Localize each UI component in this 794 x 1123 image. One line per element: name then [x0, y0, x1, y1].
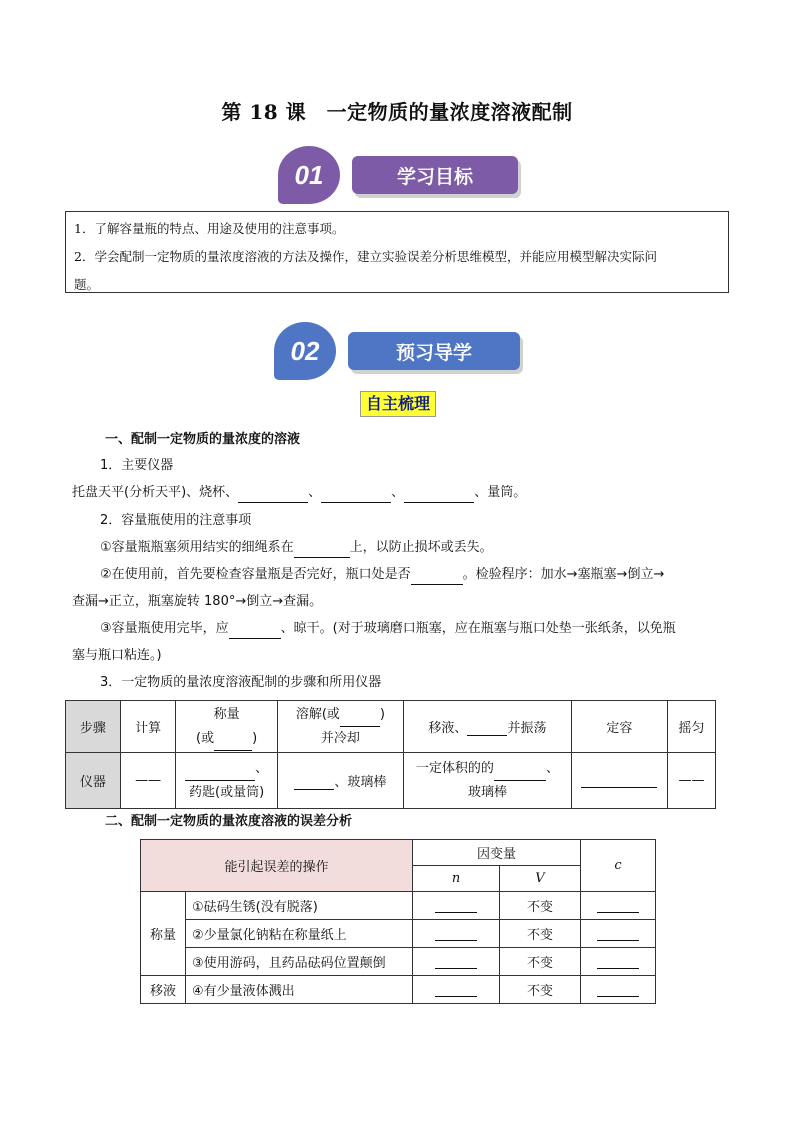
group-weigh: 称量	[141, 892, 186, 976]
answer-blank[interactable]	[597, 926, 639, 941]
answer-blank[interactable]	[185, 766, 255, 781]
cell-v: 不变	[500, 892, 581, 920]
answer-blank[interactable]	[597, 898, 639, 913]
answer-blank[interactable]	[340, 712, 380, 727]
cell-n	[413, 948, 500, 976]
header-variable: 因变量	[413, 840, 581, 866]
error-analysis-table	[140, 839, 656, 1004]
answer-blank[interactable]	[597, 954, 639, 969]
self-study-tag: 自主梳理	[360, 391, 436, 417]
goal-2-line-2: 题。	[74, 277, 100, 292]
steps-table	[65, 700, 716, 809]
cell-dissolve	[277, 753, 403, 809]
operation-4: ④有少量液体溅出	[186, 976, 413, 1004]
answer-blank[interactable]	[581, 773, 657, 788]
cell-shake: ——	[667, 753, 715, 809]
instrument-list-end: 、量筒。	[474, 485, 527, 500]
text: 。检验程序：加水→塞瓶塞→倒立→	[462, 567, 665, 582]
cell-c	[581, 920, 656, 948]
text: 药匙(或量筒)	[189, 784, 265, 800]
point-2-title: 2．容量瓶使用的注意事项	[100, 513, 252, 528]
learning-goals-box	[65, 211, 729, 293]
text: 一定体积的的	[415, 760, 494, 776]
text: ①容量瓶瓶塞须用结实的细绳系在	[100, 540, 294, 555]
cell-n	[413, 920, 500, 948]
header-weigh	[176, 701, 277, 753]
separator: 、	[391, 485, 405, 500]
cell-n	[413, 892, 500, 920]
text: )	[379, 706, 385, 722]
badge-number-02: 02	[274, 322, 336, 380]
answer-blank[interactable]	[214, 736, 252, 751]
text: 并冷却	[320, 730, 360, 746]
goal-1: 1．了解容量瓶的特点、用途及使用的注意事项。	[74, 221, 345, 236]
cell-fix-volume	[571, 753, 667, 809]
text: 、晾干。(对于玻璃磨口瓶塞，应在瓶塞与瓶口处垫一张纸条，以免瓶	[280, 621, 676, 636]
header-transfer	[404, 701, 572, 753]
header-fix-volume: 定容	[571, 701, 667, 753]
text: 溶解(或	[295, 706, 340, 722]
section-badge-objectives	[278, 146, 518, 204]
answer-blank[interactable]	[494, 766, 546, 781]
answer-blank[interactable]	[467, 721, 507, 736]
operation-2: ②少量氯化钠粘在称量纸上	[186, 920, 413, 948]
cell-c	[581, 892, 656, 920]
answer-blank[interactable]	[294, 543, 350, 558]
text: 、	[255, 760, 269, 776]
answer-blank[interactable]	[229, 624, 281, 639]
header-operation: 能引起误差的操作	[141, 840, 413, 892]
cell-calc: ——	[120, 753, 176, 809]
answer-blank[interactable]	[435, 954, 477, 969]
header-dissolve	[277, 701, 403, 753]
row-label-instruments: 仪器	[66, 753, 121, 809]
point-2-line-5: 塞与瓶口粘连。)	[72, 648, 162, 663]
header-shake: 摇匀	[667, 701, 715, 753]
answer-blank[interactable]	[435, 926, 477, 941]
goal-2-line-1: 2．学会配制一定物质的量浓度溶液的方法及操作，建立实验误差分析思维模型，并能应用模型解决实际问	[74, 249, 657, 264]
page-title: 第 18 课 一定物质的量浓度溶液配制	[221, 100, 573, 124]
instrument-list-start: 托盘天平(分析天平)、烧杯、	[72, 485, 239, 500]
point-2-line-4	[100, 619, 676, 639]
badge-label-objectives: 学习目标	[352, 156, 518, 194]
cell-c	[581, 976, 656, 1004]
header-n: n	[413, 866, 500, 892]
text: ②在使用前，首先要检查容量瓶是否完好，瓶口处是否	[100, 567, 411, 582]
operation-3: ③使用游码，且药品砝码位置颠倒	[186, 948, 413, 976]
cell-v: 不变	[500, 948, 581, 976]
text: 移液、	[428, 721, 468, 736]
point-1-text	[72, 483, 526, 503]
header-calc: 计算	[120, 701, 176, 753]
section-1-heading: 一、配制一定物质的量浓度的溶液	[105, 432, 301, 447]
header-c: c	[581, 840, 656, 892]
point-2-line-1	[100, 538, 493, 558]
point-3-title: 3．一定物质的量浓度溶液配制的步骤和所用仪器	[100, 675, 382, 690]
header-step: 步骤	[66, 701, 121, 753]
cell-n	[413, 976, 500, 1004]
cell-v: 不变	[500, 920, 581, 948]
answer-blank[interactable]	[435, 982, 477, 997]
point-1-title: 1．主要仪器	[100, 458, 174, 473]
answer-blank[interactable]	[294, 775, 334, 790]
badge-number-01: 01	[278, 146, 340, 204]
section-2-heading: 二、配制一定物质的量浓度溶液的误差分析	[105, 814, 353, 829]
operation-1: ①砝码生锈(没有脱落)	[186, 892, 413, 920]
separator: 、	[308, 485, 322, 500]
text: ③容量瓶使用完毕，应	[100, 621, 229, 636]
answer-blank[interactable]	[411, 570, 463, 585]
badge-label-preview: 预习导学	[348, 332, 520, 370]
text: )	[252, 730, 258, 746]
section-badge-preview	[274, 322, 520, 380]
text: 、	[545, 760, 559, 776]
answer-blank[interactable]	[238, 488, 308, 503]
point-2-line-2	[100, 565, 664, 585]
answer-blank[interactable]	[321, 488, 391, 503]
text: 玻璃棒	[467, 784, 507, 800]
answer-blank[interactable]	[435, 898, 477, 913]
cell-weigh	[176, 753, 277, 809]
text: 、玻璃棒	[334, 775, 387, 790]
text: 上，以防止损坏或丢失。	[349, 540, 493, 555]
cell-c	[581, 948, 656, 976]
answer-blank[interactable]	[597, 982, 639, 997]
cell-v: 不变	[500, 976, 581, 1004]
answer-blank[interactable]	[404, 488, 474, 503]
cell-transfer	[404, 753, 572, 809]
header-v: V	[500, 866, 581, 892]
group-transfer: 移液	[141, 976, 186, 1004]
text: 并振荡	[507, 721, 547, 736]
text: 称量	[213, 706, 240, 722]
point-2-line-3: 查漏→正立，瓶塞旋转 180°→倒立→查漏。	[72, 594, 323, 609]
text: (或	[196, 730, 215, 746]
